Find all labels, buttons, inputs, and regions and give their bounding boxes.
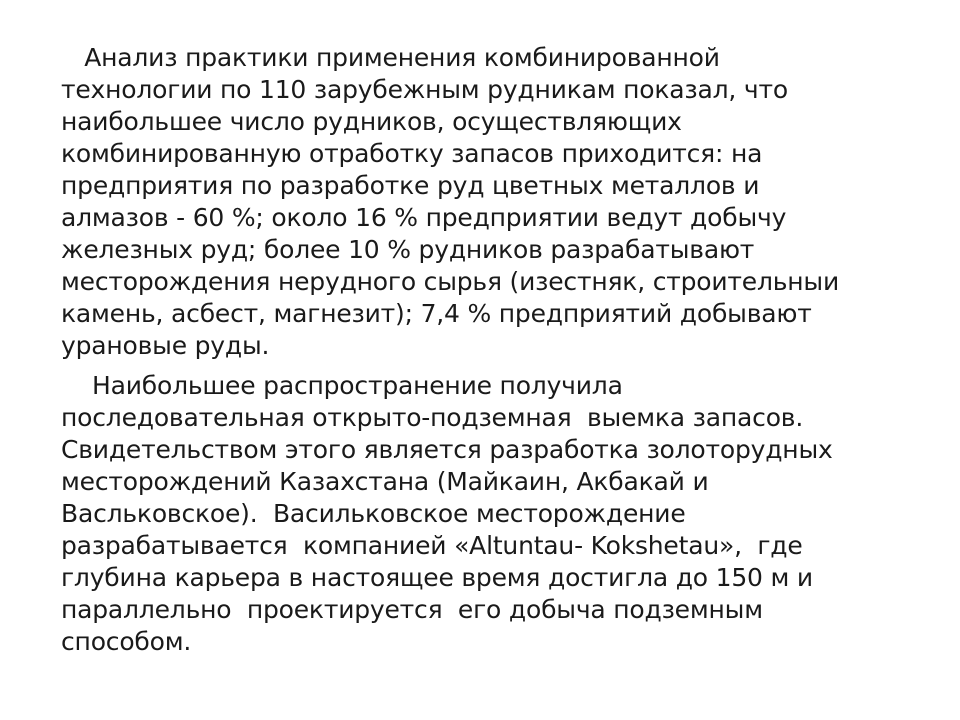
text-line: Свидетельством этого является разработка золоторудных <box>61 435 833 464</box>
text-line: железных руд; более 10 % рудников разрабатывают <box>61 235 755 264</box>
text-line: наибольшее число рудников, осуществляющих <box>61 107 682 136</box>
text-line: Анализ практики применения комбинированной <box>61 43 720 72</box>
slide-text-body <box>61 42 911 658</box>
text-line: комбинированную отработку запасов приходится: на <box>61 139 763 168</box>
text-line: глубина карьера в настоящее время достигла до 150 м и <box>61 563 813 592</box>
text-line: предприятия по разработке руд цветных металлов и <box>61 171 760 200</box>
text-line: алмазов - 60 %; около 16 % предприятии ведут добычу <box>61 203 787 232</box>
text-line: последовательная открыто-подземная выемка запасов. <box>61 403 804 432</box>
text-line: месторождений Казахстана (Майкаин, Акбакай и <box>61 467 709 496</box>
text-line: Наибольшее распространение получила <box>61 371 623 400</box>
text-line: урановые руды. <box>61 331 270 360</box>
paragraph-open-underground-mining <box>61 370 911 658</box>
paragraph-mining-analysis <box>61 42 911 362</box>
text-line: технологии по 110 зарубежным рудникам показал, что <box>61 75 788 104</box>
text-line: Васльковское). Васильковское месторождение <box>61 499 686 528</box>
text-line: параллельно проектируется его добыча подземным <box>61 595 763 624</box>
text-line: камень, асбест, магнезит); 7,4 % предприятий добывают <box>61 299 812 328</box>
text-line: способом. <box>61 627 192 656</box>
text-line: месторождения нерудного сырья (изестняк, строительныи <box>61 267 840 296</box>
text-line: разрабатывается компанией «Altuntau- Kokshetau», где <box>61 531 803 560</box>
